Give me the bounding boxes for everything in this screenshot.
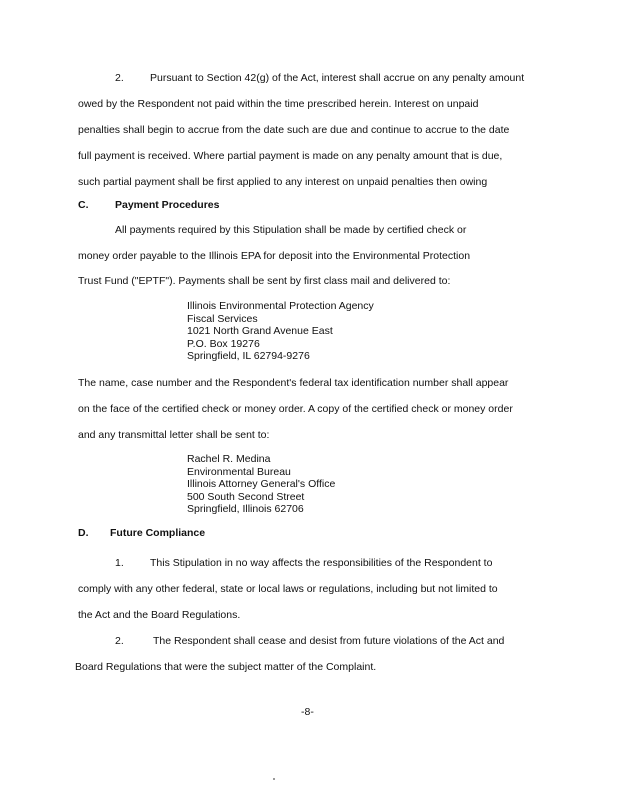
item-number: 2. [115,72,124,84]
paragraph-line: comply with any other federal, state or local laws or regulations, including but not limited to [78,583,498,595]
paragraph-line: full payment is received. Where partial payment is made on any penalty amount that is due, [78,150,503,162]
mailing-address-ag [187,453,335,516]
address-line: Environmental Bureau [187,465,291,478]
paragraph-line: such partial payment shall be first applied to any interest on unpaid penalties then owing [78,176,488,188]
paragraph-line: on the face of the certified check or money order. A copy of the certified check or money order [78,403,513,415]
address-line: Springfield, IL 62794-9276 [187,350,310,362]
address-line: Springfield, Illinois 62706 [187,503,304,515]
section-letter: D. [78,527,89,539]
address-line: 1021 North Grand Avenue East [187,325,333,337]
mailing-address-epa [187,300,374,363]
address-line: Fiscal Services [187,312,258,325]
item-number: 1. [115,557,124,569]
section-heading: Future Compliance [110,527,206,539]
item-number: 2. [115,635,124,647]
paragraph-line: The Respondent shall cease and desist from future violations of the Act and [153,635,505,647]
paragraph-line: the Act and the Board Regulations. [78,609,241,621]
paragraph-line: penalties shall begin to accrue from the date such are due and continue to accrue to the date [78,124,510,136]
paragraph-line: This Stipulation in no way affects the responsibilities of the Respondent to [150,557,493,569]
address-line: Illinois Attorney General's Office [187,478,336,490]
paragraph-line: and any transmittal letter shall be sent to: [78,429,270,441]
paragraph-line: money order payable to the Illinois EPA for deposit into the Environmental Protection [78,250,471,262]
address-line: 500 South Second Street [187,490,305,503]
address-line: Rachel R. Medina [187,453,271,465]
address-line: Illinois Environmental Protection Agency [187,300,374,312]
paragraph-line: All payments required by this Stipulation shall be made by certified check or [115,224,467,236]
scan-speck [273,778,275,780]
paragraph-line: The name, case number and the Respondent's federal tax identification number shall appear [78,377,509,389]
section-heading: Payment Procedures [115,199,220,211]
section-letter: C. [78,199,89,211]
paragraph-line: Pursuant to Section 42(g) of the Act, interest shall accrue on any penalty amount [150,72,525,84]
page-number: -8- [301,706,314,718]
address-line: P.O. Box 19276 [187,337,260,350]
paragraph-line: Trust Fund ("EPTF"). Payments shall be sent by first class mail and delivered to: [78,275,451,287]
paragraph-line: Board Regulations that were the subject matter of the Complaint. [75,661,377,673]
paragraph-line: owed by the Respondent not paid within the time prescribed herein. Interest on unpaid [78,98,479,110]
